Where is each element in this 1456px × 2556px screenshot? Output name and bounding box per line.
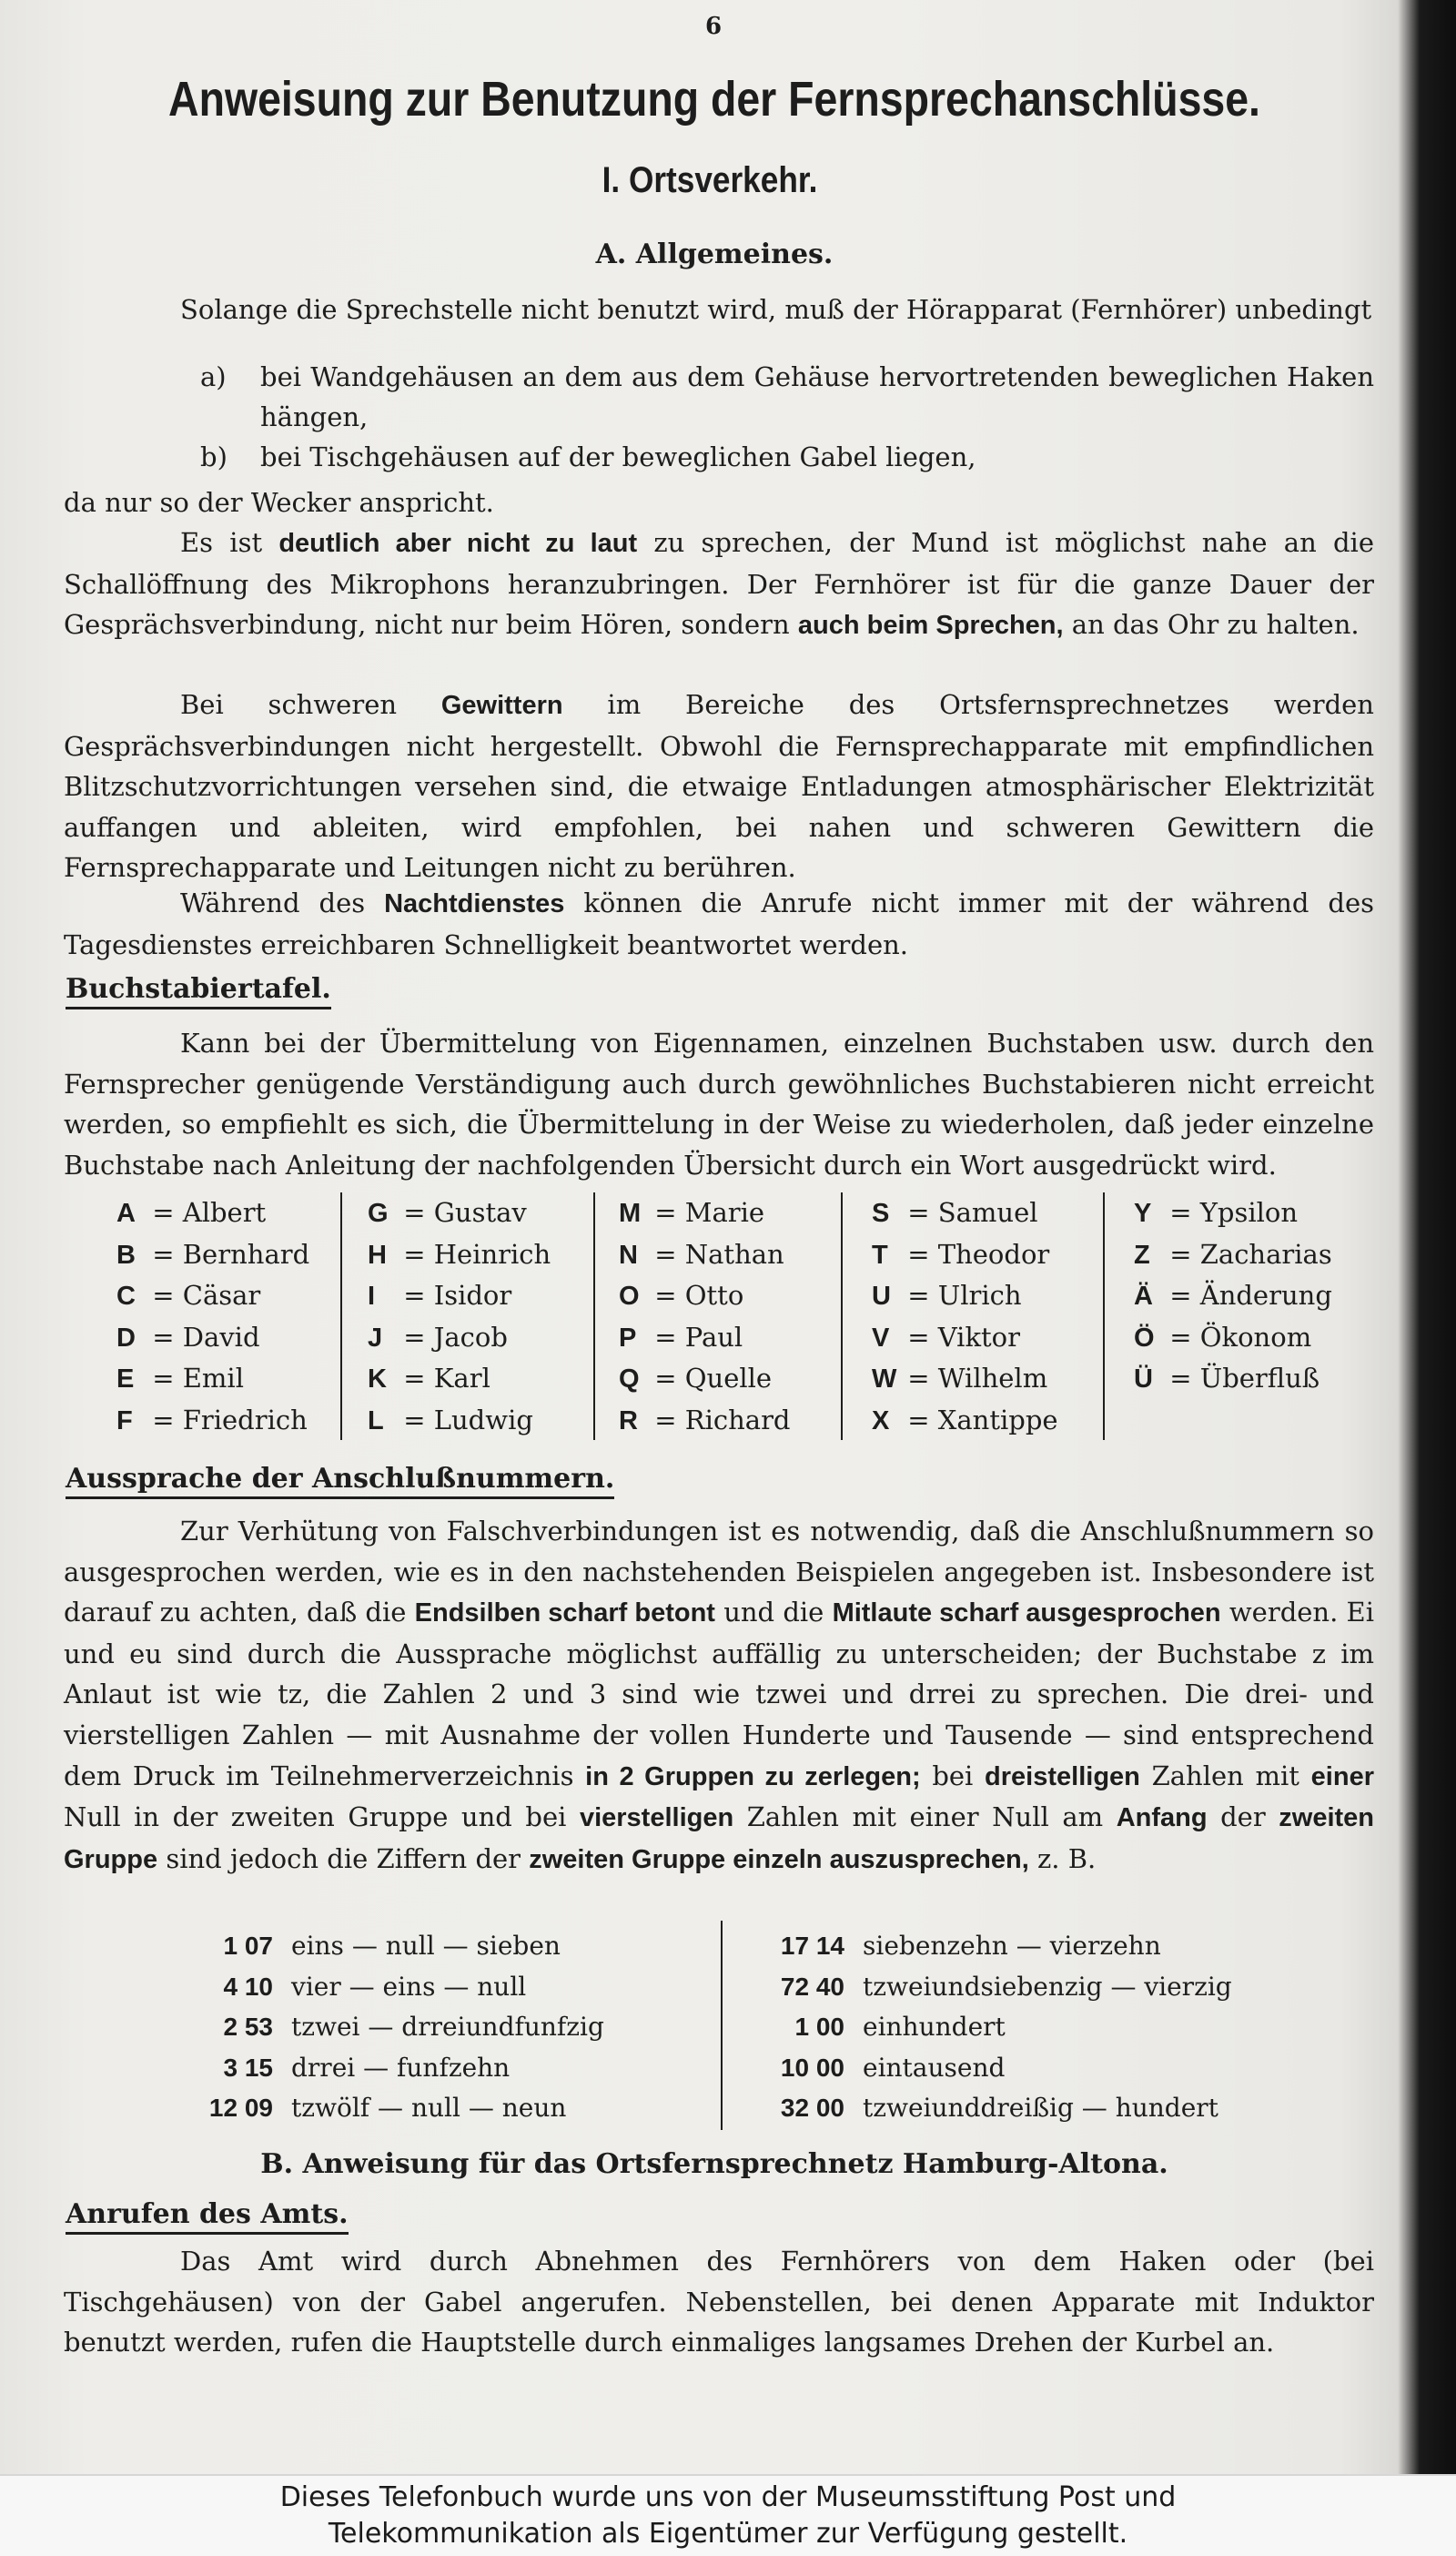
spelling-row: P = Paul <box>619 1321 743 1353</box>
paragraph-pronunciation: Zur Verhütung von Falschverbindungen ist es notwendig, daß die Anschlußnummern so ausgesprochen werden, wie es in den nachstehenden Beispielen angegeben ist. Insbesondere ist darauf zu achten, daß die Endsilben scharf betont und die Mitlaute scharf ausgesprochen werden. Ei und eu sind durch die Aussprache möglichst auffällig zu unterscheiden; der Buchstabe z im Anlaut ist wie tz, die Zahlen 2 und 3 sind wie tzwei und drrei zu sprechen. Die drei- und vierstelligen Zahlen — mit Ausnahme der vollen Hunderte und Tausende — sind entsprechend dem Druck im Teilnehmerverzeichnis in 2 Gruppen zu zerlegen; bei dreistelligen Zahlen mit einer Null in der zweiten Gruppe und bei vierstelligen Zahlen mit einer Null am Anfang der zweiten Gruppe sind jedoch die Ziffern der zweiten Gruppe einzeln auszusprechen, z. B. <box>64 1516 1375 1874</box>
example-row: 32 00 tzweiunddreißig — hundert <box>780 2093 1218 2123</box>
example-row: 3 15 drrei — funfzehn <box>223 2052 511 2083</box>
spelling-row: S = Samuel <box>872 1197 1038 1228</box>
spelling-row: G = Gustav <box>368 1197 527 1228</box>
examples-left-column <box>182 1926 604 2129</box>
caption-line: Dieses Telefonbuch wurde uns von der Museumsstiftung Post und <box>279 2481 1177 2513</box>
example-row: 72 40 tzweiundsiebenzig — vierzig <box>780 1971 1232 2002</box>
spelling-row: O = Otto <box>619 1280 744 1311</box>
spelling-column <box>872 1192 1058 1441</box>
paragraph-spelling: Kann bei der Übermittelung von Eigennamen, einzelnen Buchstaben usw. durch den Fernsprecher genügende Verständigung auch durch gewöhnliches Buchstabieren nicht erreicht werden, so empfiehlt es sich, die Übermittelung in der Weise zu wiederholen, daß jeder einzelne Buchstabe nach Anleitung der nachfolgenden Übersicht durch ein Wort ausgedrückt wird. <box>64 1028 1374 1181</box>
heading-call-exchange: Anrufen des Amts. <box>66 2197 349 2235</box>
example-row: 2 53 tzwei — drreiundfunfzig <box>223 2012 604 2042</box>
spelling-row: T = Theodor <box>872 1238 1050 1270</box>
spelling-column <box>368 1192 551 1441</box>
paragraph-intro-end: da nur so der Wecker anspricht. <box>64 487 494 518</box>
example-row: 1 07 eins — null — sieben <box>223 1931 561 1961</box>
spelling-row: W = Wilhelm <box>872 1363 1048 1394</box>
caption-line: Telekommunikation als Eigentümer zur Verfügung gestellt. <box>328 2518 1128 2550</box>
heading-spelling-table: Buchstabiertafel. <box>66 972 331 1009</box>
example-row: 12 09 tzwölf — null — neun <box>208 2093 567 2123</box>
column-divider <box>841 1192 843 1440</box>
spelling-row: N = Nathan <box>619 1238 784 1270</box>
spelling-row: D = David <box>116 1321 260 1353</box>
scanned-page: 6 Anweisung zur Benutzung der Fernsprechanschlüsse. I. Ortsverkehr. A. Allgemeines. Solange die Sprechstelle nicht benutzt wird, muß der Hörapparat (Fernhörer) unbedingt a) bei Wandgehäusen an dem aus dem Gehäuse hervortretenden beweglichen Haken hängen, b) bei Tischgehäusen auf der beweglichen Gabel liegen, da nur so der Wecker anspricht. Es ist deutlich aber nicht zu laut zu sprechen, der Mund ist möglichst nahe an die Schallöffnung des Mikrophons heranzubringen. Der Fernhörer ist für die ganze Dauer der Gesprächsverbindung, nicht nur beim Hören, sondern auch beim Sprechen, an das Ohr zu halten. Bei schweren Gewittern im Bereiche des Ortsfernsprechnetzes werden Gesprächsverbindungen nicht hergestellt. Obwohl die Fernsprechapparate mit empfindlichen Blitzschutzvorrichtungen versehen sind, die etwaige Entladungen atmosphärischer Elektrizität auffangen und ableiten, wird empfohlen, bei nahen und schweren Gewittern die Fernsprechapparate und Leitungen nicht zu berühren. Während des Nachtdienstes können die Anrufe nicht immer mit der während des Tagesdienstes erreichbaren Schnelligkeit beantwortet werden. Buchstabiertafel. Kann bei der Übermittelung von Eigennamen, einzelnen Buchstaben usw. durch den Fernsprecher genügende Verständigung auch durch gewöhnliches Buchstabieren nicht erreicht werden, so empfiehlt es sich, die Übermittelung in der Weise zu wiederholen, daß jeder einzelne Buchstabe nach Anleitung der nachfolgenden Übersicht durch ein Wort ausgedrückt wird. A = Albert B = Bernhard C = Cäsar D = David E = Emil F = Friedrich G = Gustav H = Heinrich I = Isidor J = Jacob K = Karl L = Ludwig M = Marie N = Nathan O = Otto P = Paul Q = Quelle R = Richard S = Samuel T = Theodor U = Ulrich V = Viktor W = Wilhelm X = Xantippe Y = Ypsilon Z = Zacharias Ä = Änderung Ö = Ökonom Ü = Überfluß Aussprache der Anschlußnummern. Zur Verhütung von Falschverbindungen ist es notwendig, daß die Anschlußnummern so ausgesprochen werden, wie es in den nachstehenden Beispielen angegeben ist. Insbesondere ist darauf zu achten, daß die Endsilben scharf betont und die Mitlaute scharf ausgesprochen werden. Ei und eu sind durch die Aussprache möglichst auffällig zu unterscheiden; der Buchstabe z im Anlaut ist wie tz, die Zahlen 2 und 3 sind wie tzwei und drrei zu sprechen. Die drei- und vierstelligen Zahlen — mit Ausnahme der vollen Hunderte und Tausende — sind entsprechend dem Druck im Teilnehmerverzeichnis in 2 Gruppen zu zerlegen; bei dreistelligen Zahlen mit einer Null in der zweiten Gruppe und bei vierstelligen Zahlen mit einer Null am Anfang der zweiten Gruppe sind jedoch die Ziffern der zweiten Gruppe einzeln auszusprechen, z. B. 1 07 eins — null — sieben 4 10 vier — eins — null 2 53 tzwei — drreiundfunfzig 3 15 drrei — funfzehn 12 09 tzwölf — null — neun 17 14 siebenzehn — vierzehn 72 40 tzweiundsiebenzig — vierzig 1 00 einhundert 10 00 eintausend 32 00 tzweiunddreißig — hundert B. Anweisung für das Ortsfernsprechnetz Hamburg-Altona. Anrufen des Amts. Das Amt wird durch Abnehmen des Fernhörers von dem Haken oder (bei Tischgehäusen) von der Gabel angerufen. Nebenstellen, bei denen Apparate mit Induktor benutzt werden, rufen die Hauptstelle durch einmaliges langsames Drehen der Kurbel an. <box>0 0 1456 2474</box>
spelling-row: Y = Ypsilon <box>1134 1197 1299 1228</box>
spelling-column <box>116 1192 309 1441</box>
column-divider <box>1103 1192 1105 1440</box>
paragraph-thunderstorm: Bei schweren Gewittern im Bereiche des Ortsfernsprechnetzes werden Gesprächsverbindungen nicht hergestellt. Obwohl die Fernsprechapparate mit empfindlichen Blitzschutzvorrichtungen versehen sind, die etwaige Entladungen atmosphärischer Elektrizität auffangen und ableiten, wird empfohlen, bei nahen und schweren Gewittern die Fernsprechapparate und Leitungen nicht zu berühren. <box>64 689 1374 883</box>
spelling-row: F = Friedrich <box>116 1404 308 1435</box>
example-row: 17 14 siebenzehn — vierzehn <box>780 1931 1161 1961</box>
spelling-row: K = Karl <box>368 1363 490 1394</box>
paragraph-night-service: Während des Nachtdienstes können die Anrufe nicht immer mit der während des Tagesdienstes erreichbaren Schnelligkeit beantwortet werden. <box>64 888 1374 960</box>
page-title: Anweisung zur Benutzung der Fernsprechanschlüsse. <box>168 72 1260 127</box>
spelling-row: J = Jacob <box>368 1321 508 1353</box>
example-row: 10 00 eintausend <box>780 2052 1006 2083</box>
page-number: 6 <box>705 13 723 40</box>
spelling-row: Ü = Überfluß <box>1134 1363 1320 1394</box>
spelling-row: R = Richard <box>619 1404 791 1435</box>
spelling-row: C = Cäsar <box>116 1280 261 1311</box>
spelling-column <box>619 1192 791 1441</box>
paragraph-intro: Solange die Sprechstelle nicht benutzt wird, muß der Hörapparat (Fernhörer) unbedingt <box>180 294 1372 325</box>
paragraph-call-exchange: Das Amt wird durch Abnehmen des Fernhörers von dem Haken oder (bei Tischgehäusen) von der Gabel angerufen. Nebenstellen, bei denen Apparate mit Induktor benutzt werden, rufen die Hauptstelle durch einmaliges langsames Drehen der Kurbel an. <box>64 2246 1374 2358</box>
spelling-row: H = Heinrich <box>368 1238 551 1270</box>
subsection-heading-b: B. Anweisung für das Ortsfernsprechnetz Hamburg-Altona. <box>260 2148 1168 2180</box>
section-heading: I. Ortsverkehr. <box>602 160 818 200</box>
column-divider <box>340 1192 342 1440</box>
spelling-row: E = Emil <box>116 1363 244 1394</box>
spelling-row: V = Viktor <box>872 1321 1021 1353</box>
spelling-row: U = Ulrich <box>872 1280 1022 1311</box>
paragraph-speaking: Es ist deutlich aber nicht zu laut zu sprechen, der Mund ist möglichst nahe an die Schallöffnung des Mikrophons heranzubringen. Der Fernhörer ist für die ganze Dauer der Gesprächsverbindung, nicht nur beim Hören, sondern auch beim Sprechen, an das Ohr zu halten. <box>64 527 1374 640</box>
spelling-row: I = Isidor <box>368 1280 512 1311</box>
example-row: 4 10 vier — eins — null <box>223 1971 527 2002</box>
examples-right-column <box>744 1926 1232 2129</box>
spelling-row: A = Albert <box>116 1197 267 1228</box>
spelling-row: B = Bernhard <box>116 1238 310 1270</box>
spelling-row: M = Marie <box>619 1197 765 1228</box>
spelling-row: X = Xantippe <box>872 1404 1058 1435</box>
spelling-row: L = Ludwig <box>368 1404 533 1435</box>
spelling-row: Ö = Ökonom <box>1134 1321 1312 1353</box>
spelling-row: Z = Zacharias <box>1134 1238 1332 1270</box>
column-divider <box>721 1921 723 2130</box>
spelling-column <box>1134 1192 1332 1400</box>
heading-pronunciation: Aussprache der Anschlußnummern. <box>66 1462 614 1499</box>
column-divider <box>593 1192 595 1440</box>
footer-caption <box>0 2474 1456 2556</box>
example-row: 1 00 einhundert <box>794 2012 1006 2042</box>
subsection-heading-a: A. Allgemeines. <box>595 238 834 270</box>
spelling-row: Q = Quelle <box>619 1363 773 1394</box>
spelling-row: Ä = Änderung <box>1134 1280 1332 1311</box>
